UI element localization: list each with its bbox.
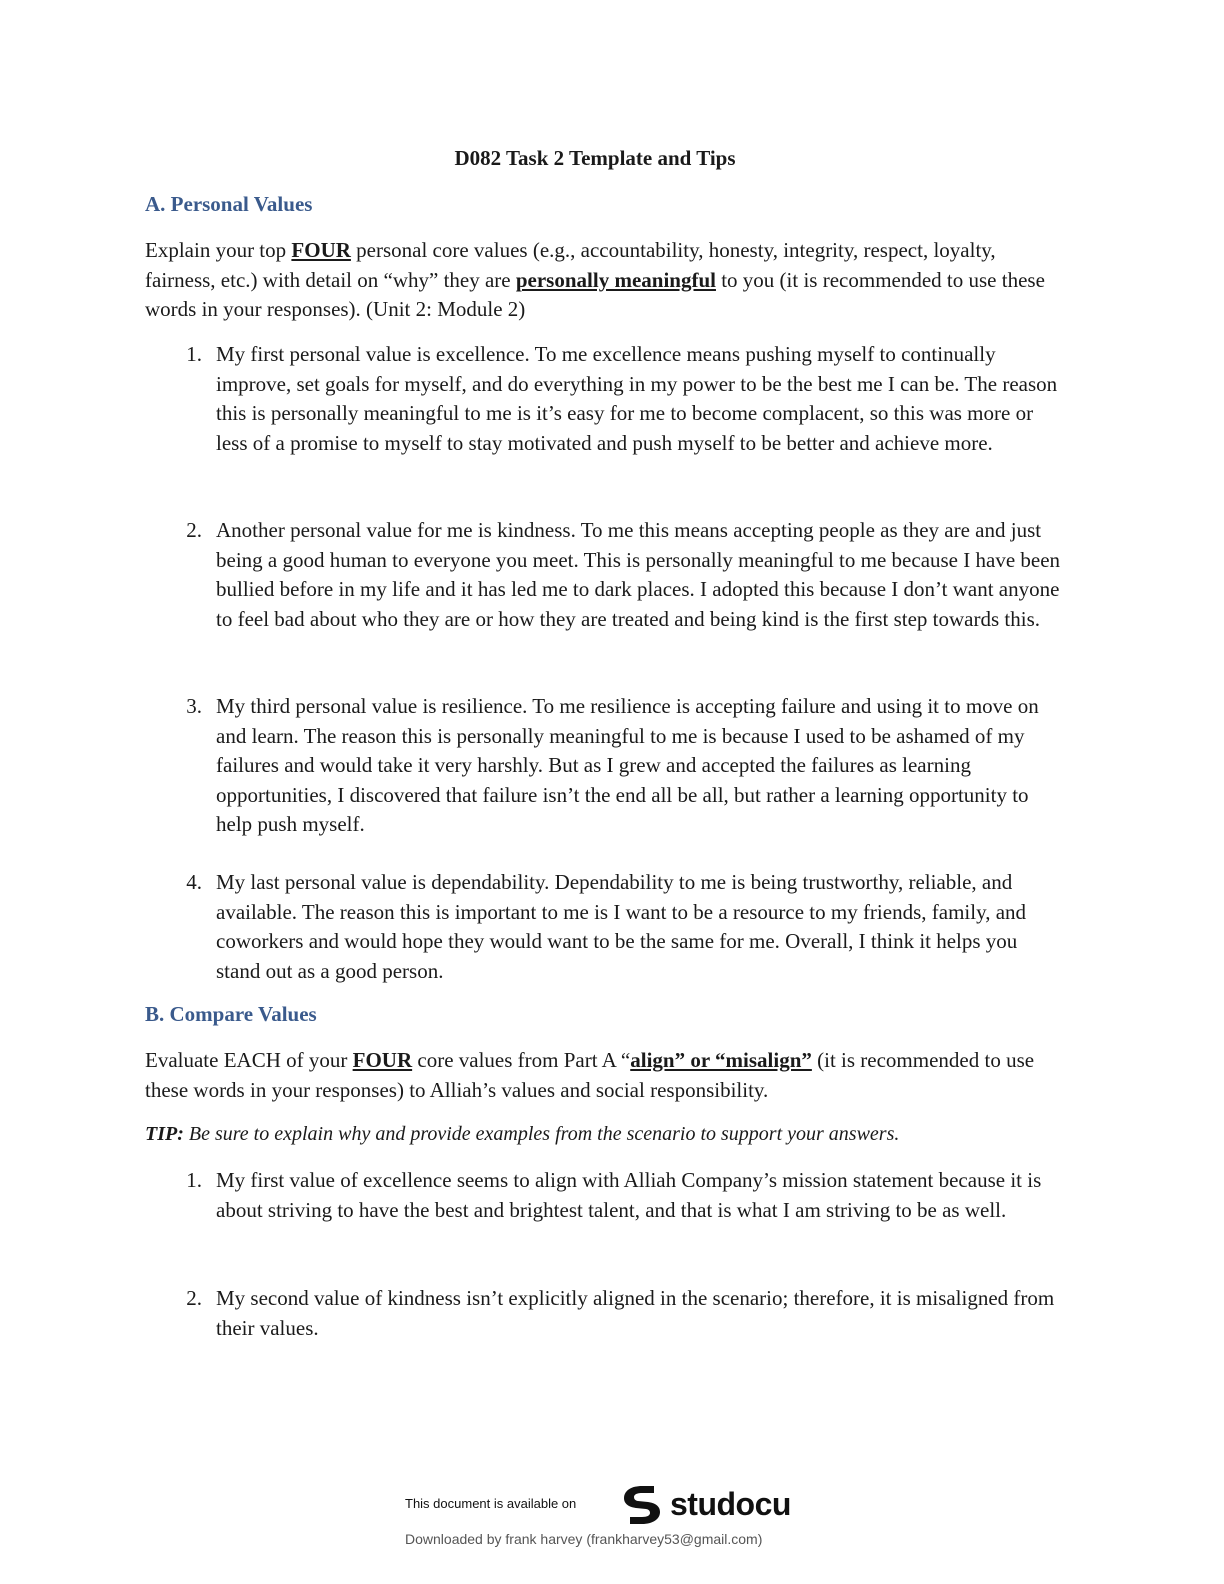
- list-item: 2. Another personal value for me is kindness. To me this means accepting people as they are and just being a good human to everyone you meet. This is personally meaningful to me because I have been bullied before in my life and it has led me to dark places. I adopted this because I don’t want anyone to feel bad about who they are or how they are treated and being kind is the first step towards this.: [186, 518, 1061, 631]
- studocu-brand: studocu: [670, 1485, 791, 1522]
- list-item: 1. My first value of excellence seems to align with Alliah Company’s mission statement because it is about striving to have the best and brightest talent, and that is what I am striving to be as well.: [186, 1168, 1042, 1222]
- list-item: 4. My last personal value is dependability. Dependability to me is being trustworthy, reliable, and available. The reason this is important to me is I want to be a resource to my friends, family, and coworkers and would hope they would want to be the same for me. Overall, I think it helps you stand out as a good person.: [186, 870, 1027, 983]
- section-b-intro: Evaluate EACH of your FOUR core values from Part A “align” or “misalign” (it is recommended to use these words in your responses) to Alliah’s values and social responsibility.: [145, 1048, 1035, 1102]
- footer-downloaded-by: Downloaded by frank harvey (frankharvey53@gmail.com): [405, 1531, 763, 1547]
- document-title: D082 Task 2 Template and Tips: [454, 146, 736, 170]
- tip-label: TIP:: [145, 1123, 184, 1145]
- tip-line: TIP: Be sure to explain why and provide examples from the scenario to support your answers.: [145, 1123, 900, 1145]
- studocu-logo[interactable]: [620, 1482, 791, 1526]
- section-a-intro: Explain your top FOUR personal core values (e.g., accountability, honesty, integrity, respect, loyalty, fairness, etc.) with detail on “why” they are personally meaningful to you (it is recommended to use these words in your responses). (Unit 2: Module 2): [145, 238, 1045, 321]
- studocu-logo-icon: [620, 1482, 664, 1526]
- list-item: 1. My first personal value is excellence. To me excellence means pushing myself to continually improve, set goals for myself, and do everything in my power to be the best me I can be. The reason this is personally meaningful to me is it’s easy for me to become complacent, so this was more or less of a promise to myself to stay motivated and push myself to be better and achieve more.: [186, 342, 1058, 455]
- section-b-heading: B. Compare Values: [145, 1002, 317, 1026]
- list-item: 2. My second value of kindness isn’t explicitly aligned in the scenario; therefore, it is misaligned from their values.: [186, 1286, 1055, 1340]
- footer-available-text: This document is available on: [405, 1496, 577, 1511]
- list-item: 3. My third personal value is resilience. To me resilience is accepting failure and using it to move on and learn. The reason this is personally meaningful to me is because I used to be ashamed of my failures and would take it very harshly. But as I grew and accepted the failures as learning opportunities, I discovered that failure isn’t the end all be all, but rather a learning opportunity to help push myself.: [186, 694, 1039, 836]
- section-a-heading: A. Personal Values: [145, 192, 313, 216]
